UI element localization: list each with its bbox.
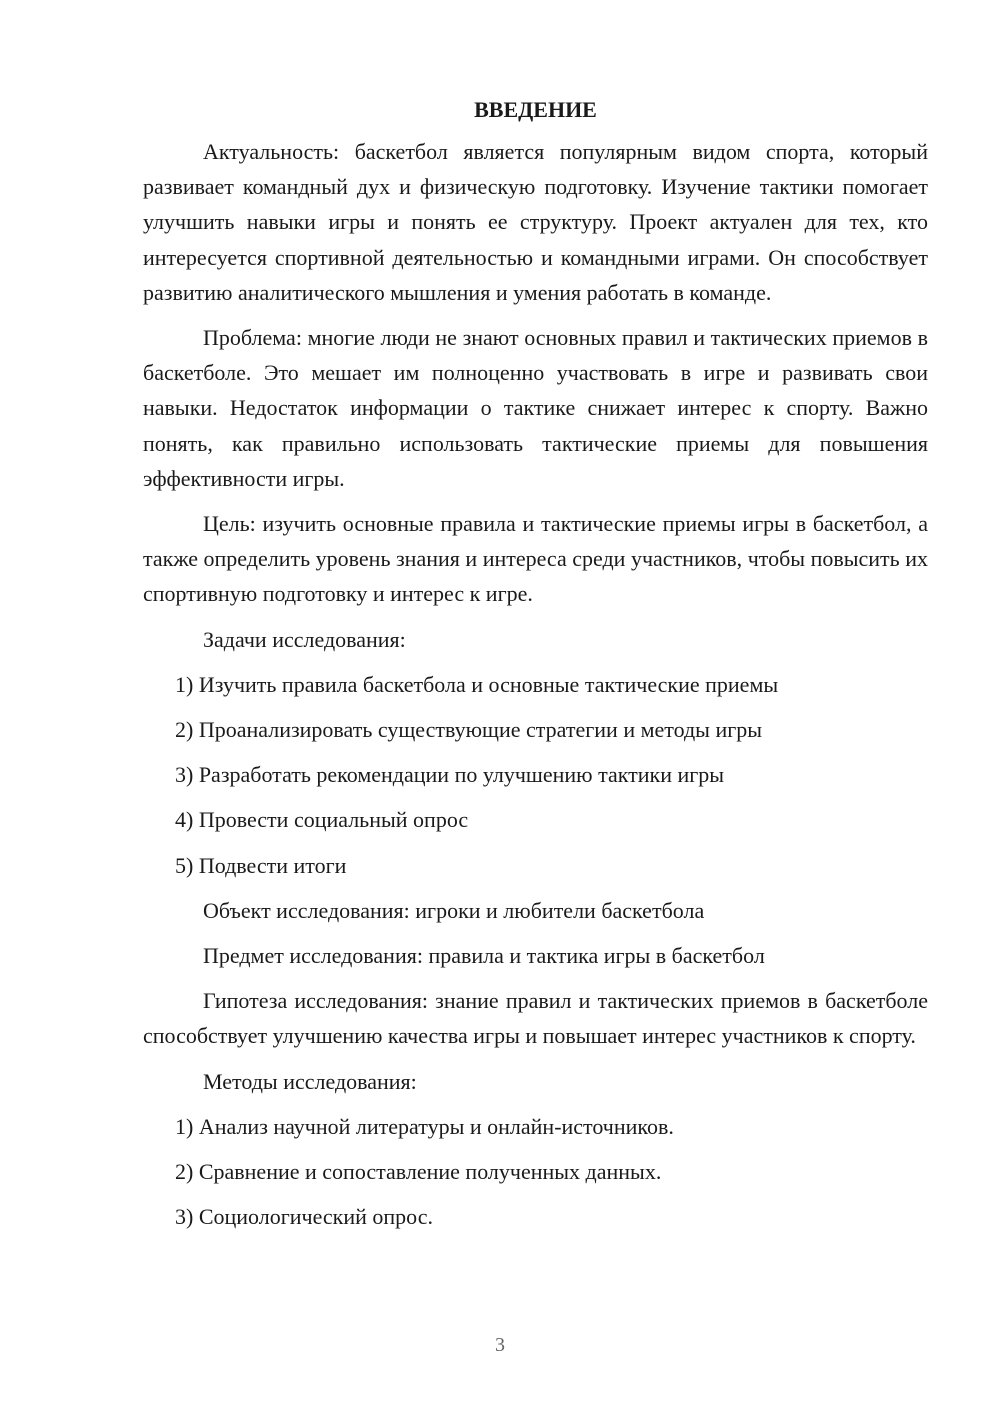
tasks-list [143,667,928,883]
relevance-paragraph: Актуальность: баскетбол является популярным видом спорта, который развивает командный дух и физическую подготовку. Изучение тактики помогает улучшить навыки игры и понять ее структуру. Проект актуален для тех, кто интересуется спортивной деятельностью и командными играми. Он способствует развитию аналитического мышления и умения работать в команде. [143,139,928,305]
hypothesis-paragraph: Гипотеза исследования: знание правил и тактических приемов в баскетболе способствует улучшению качества игры и повышает интерес участников к спорту. [143,988,928,1049]
method-item: 1) Анализ научной литературы и онлайн-источников. [175,1113,674,1139]
methods-heading: Методы исследования: [203,1068,417,1094]
problem-paragraph: Проблема: многие люди не знают основных правил и тактических приемов в баскетболе. Это мешает им полноценно участвовать в игре и развивать свои навыки. Недостаток информации о тактике снижает интерес к спорту. Важно понять, как правильно использовать тактические приемы для повышения эффективности игры. [143,325,928,491]
tasks-heading: Задачи исследования: [203,626,406,652]
task-item: 1) Изучить правила баскетбола и основные тактические приемы [175,671,779,697]
goal-paragraph: Цель: изучить основные правила и тактические приемы игры в баскетбол, а также определить уровень знания и интереса среди участников, чтобы повысить их спортивную подготовку и интерес к игре. [143,511,928,607]
method-item: 3) Социологический опрос. [175,1204,433,1230]
subject-line: Предмет исследования: правила и тактика игры в баскетбол [203,943,765,969]
task-item: 2) Проанализировать существующие стратегии и методы игры [175,717,763,743]
page-number: 3 [495,1334,505,1356]
page-title: ВВЕДЕНИЕ [474,97,597,122]
task-item: 4) Провести социальный опрос [175,807,469,833]
method-item: 2) Сравнение и сопоставление полученных данных. [175,1159,662,1185]
methods-list [143,1109,928,1235]
task-item: 3) Разработать рекомендации по улучшению тактики игры [175,762,725,788]
document-page [143,96,928,1244]
task-item: 5) Подвести итоги [175,852,347,878]
object-line: Объект исследования: игроки и любители баскетбола [203,897,705,923]
